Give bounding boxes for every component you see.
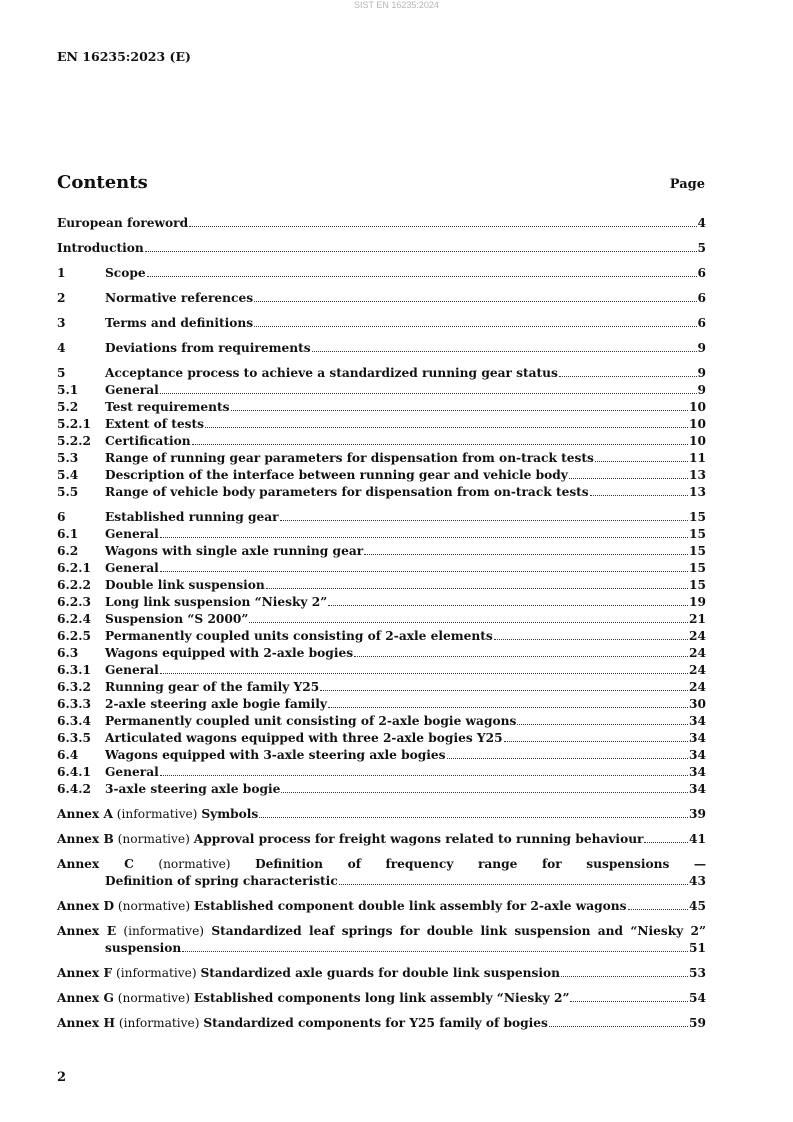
toc-title: Extent of tests [105, 417, 205, 431]
toc-title: Suspension “S 2000” [105, 612, 249, 626]
toc-entry[interactable] [57, 416, 706, 433]
annex-label: Annex D [57, 899, 115, 913]
dot-leader [189, 226, 696, 227]
annex-title: Established component double link assembly for 2-axle wagons [194, 899, 627, 913]
watermark: SIST EN 16235:2024 [354, 0, 439, 10]
annex-title: Standardized axle guards for double link suspension [200, 966, 560, 980]
toc-entry[interactable] [57, 730, 706, 747]
toc-page: 9 [697, 383, 706, 397]
annex-title-word: double [426, 924, 474, 938]
toc-page: 10 [689, 400, 706, 414]
annex-kind: (normative) [158, 857, 231, 871]
toc-title: Terms and definitions [105, 316, 254, 330]
annex-title-word: leaf [308, 924, 335, 938]
dot-leader [160, 571, 688, 572]
annex-label: Annex E [57, 924, 117, 938]
dot-leader [259, 817, 688, 818]
annex-label: Annex C [57, 857, 134, 871]
toc-number: 6.1 [57, 527, 79, 541]
dot-leader [328, 605, 688, 606]
toc-entry[interactable] [57, 526, 706, 543]
annex-title-word: link [480, 924, 508, 938]
toc-page: 34 [689, 765, 706, 779]
toc-number: 6.4.2 [57, 782, 91, 796]
toc-title: Running gear of the family Y25 [105, 680, 320, 694]
dot-leader [517, 724, 688, 725]
toc-number: 6.2.1 [57, 561, 91, 575]
toc-page: 21 [689, 612, 706, 626]
toc-page: 5 [697, 241, 706, 255]
toc-title: European foreword [57, 216, 189, 230]
dot-leader [147, 276, 697, 277]
toc-page: 4 [697, 216, 706, 230]
toc-entry-annex-b[interactable] [57, 831, 706, 848]
toc-entry[interactable] [57, 290, 706, 307]
toc-number: 6.2 [57, 544, 79, 558]
toc-title: Wagons equipped with 3-axle steering axle bogies [105, 748, 446, 762]
dot-leader [231, 410, 689, 411]
annex-title-word: and [597, 924, 624, 938]
toc-page: 9 [697, 341, 706, 355]
dot-leader [160, 775, 688, 776]
toc-title: Range of running gear parameters for dispensation from on-track tests [105, 451, 594, 465]
toc-title: 2-axle steering axle bogie family [105, 697, 327, 711]
toc-number: 6.3.3 [57, 697, 91, 711]
toc-title: Wagons with single axle running gear [105, 544, 364, 558]
toc-entry-annex-a[interactable] [57, 806, 706, 823]
dot-leader [266, 588, 688, 589]
toc-number: 6.3.1 [57, 663, 91, 677]
toc-page: 24 [689, 646, 706, 660]
toc-number: 3 [57, 316, 66, 330]
toc-number: 6.2.2 [57, 578, 91, 592]
toc-number: 5.2.1 [57, 417, 91, 431]
toc-entry[interactable] [57, 467, 706, 484]
toc-number: 6 [57, 510, 66, 524]
toc-entry[interactable] [57, 509, 706, 526]
annex-kind: (informative) [123, 924, 205, 938]
annex-label: Annex F [57, 966, 113, 980]
toc-title: Permanently coupled units consisting of 2-axle elements [105, 629, 493, 643]
contents-title: Contents [57, 172, 148, 193]
toc-page: 11 [689, 451, 706, 465]
annex-kind: (informative) [116, 807, 198, 821]
dot-leader [160, 393, 697, 394]
toc-entry-annex-d[interactable] [57, 898, 706, 915]
dot-leader [280, 520, 688, 521]
toc-number: 6.2.3 [57, 595, 91, 609]
toc-entry[interactable] [57, 679, 706, 696]
dot-leader [312, 351, 697, 352]
toc-title: General [105, 383, 159, 397]
toc-number: 6.3.5 [57, 731, 91, 745]
annex-e-continuation [57, 940, 706, 957]
toc-group-section-6 [57, 509, 706, 798]
toc-page: 34 [689, 748, 706, 762]
toc-title: Scope [105, 266, 146, 280]
toc-page: 6 [697, 266, 706, 280]
toc-title: Description of the interface between running gear and vehicle body [105, 468, 568, 482]
table-of-contents [57, 215, 706, 1032]
toc-title: General [105, 663, 159, 677]
annex-title-continuation: suspension [105, 941, 182, 955]
toc-page: 19 [689, 595, 706, 609]
dot-leader [644, 842, 688, 843]
annex-kind: (normative) [117, 991, 190, 1005]
dot-leader [559, 376, 697, 377]
toc-title: 3-axle steering axle bogie [105, 782, 281, 796]
toc-number: 1 [57, 266, 66, 280]
annex-title-continuation: Definition of spring characteristic [105, 874, 338, 888]
dot-leader [595, 461, 688, 462]
dot-leader [628, 909, 689, 910]
toc-page: 10 [689, 417, 706, 431]
toc-number: 6.2.5 [57, 629, 91, 643]
annex-title-word: suspensions [586, 857, 670, 871]
toc-title: Wagons equipped with 2-axle bogies [105, 646, 354, 660]
toc-group-section-5 [57, 365, 706, 501]
annex-title: Established components long link assembly “Niesky 2” [193, 991, 570, 1005]
dot-leader [364, 554, 688, 555]
annex-title-word: range [477, 857, 518, 871]
toc-page: 9 [697, 366, 706, 380]
annex-label: Annex A [57, 807, 113, 821]
toc-page: 43 [689, 874, 706, 888]
annex-title-word: of [347, 857, 361, 871]
toc-title: Established running gear [105, 510, 279, 524]
annex-e-first-line [57, 923, 706, 940]
toc-group-clauses [57, 265, 706, 357]
toc-title: Double link suspension [105, 578, 265, 592]
toc-entry[interactable] [57, 543, 706, 560]
toc-title: Range of vehicle body parameters for dispensation from on-track tests [105, 485, 589, 499]
document-id: EN 16235:2023 (E) [57, 49, 191, 64]
toc-entry-annex-c[interactable] [57, 856, 706, 890]
dot-leader [590, 495, 688, 496]
toc-entry[interactable] [57, 747, 706, 764]
toc-title: Acceptance process to achieve a standardized running gear status [105, 366, 558, 380]
toc-title: Test requirements [105, 400, 230, 414]
toc-entry[interactable] [57, 781, 706, 798]
toc-number: 6.2.4 [57, 612, 91, 626]
toc-page: 6 [697, 291, 706, 305]
toc-entry[interactable] [57, 240, 706, 257]
page-column-label: Page [669, 177, 705, 192]
toc-page: 15 [689, 578, 706, 592]
toc-page: 13 [689, 485, 706, 499]
toc-page: 6 [697, 316, 706, 330]
dot-leader [182, 951, 688, 952]
toc-entry[interactable] [57, 611, 706, 628]
toc-number: 5.5 [57, 485, 79, 499]
toc-page: 51 [689, 941, 706, 955]
toc-group-front [57, 215, 706, 257]
toc-page: 53 [689, 966, 706, 980]
toc-number: 4 [57, 341, 66, 355]
toc-entry[interactable] [57, 713, 706, 730]
toc-title: Long link suspension “Niesky 2” [105, 595, 328, 609]
toc-page: 15 [689, 510, 706, 524]
annex-title: Approval process for freight wagons related to running behaviour [193, 832, 644, 846]
toc-number: 5 [57, 366, 66, 380]
toc-page: 34 [689, 782, 706, 796]
annex-title-word: Definition [255, 857, 324, 871]
toc-entry[interactable] [57, 764, 706, 781]
dot-leader [192, 444, 688, 445]
toc-page: 34 [689, 731, 706, 745]
dot-leader [281, 792, 688, 793]
toc-entry-annex-f[interactable] [57, 965, 706, 982]
dot-leader [160, 673, 688, 674]
annex-title-word: for [399, 924, 420, 938]
toc-entry[interactable] [57, 696, 706, 713]
dot-leader [145, 251, 697, 252]
toc-title: Introduction [57, 241, 144, 255]
toc-entry[interactable] [57, 340, 706, 357]
toc-page: 59 [689, 1016, 706, 1030]
toc-title: General [105, 561, 159, 575]
toc-page: 39 [689, 807, 706, 821]
dot-leader [249, 622, 688, 623]
dot-leader [447, 758, 688, 759]
dot-leader [320, 690, 688, 691]
dot-leader [549, 1026, 688, 1027]
toc-entry-annex-g[interactable] [57, 990, 706, 1007]
toc-number: 6.3.4 [57, 714, 91, 728]
dot-leader [570, 1001, 688, 1002]
toc-number: 5.2 [57, 400, 79, 414]
annex-title: Standardized components for Y25 family of bogies [203, 1016, 548, 1030]
annex-c-continuation [57, 873, 706, 890]
toc-entry[interactable] [57, 382, 706, 399]
toc-number: 5.1 [57, 383, 79, 397]
dot-leader [339, 884, 688, 885]
toc-entry[interactable] [57, 594, 706, 611]
annex-label: Annex B [57, 832, 114, 846]
toc-entry[interactable] [57, 215, 706, 232]
toc-entry[interactable] [57, 315, 706, 332]
toc-title: General [105, 765, 159, 779]
toc-number: 5.2.2 [57, 434, 91, 448]
toc-entry[interactable] [57, 560, 706, 577]
annex-title-word: for [541, 857, 562, 871]
toc-page: 13 [689, 468, 706, 482]
toc-page: 41 [689, 832, 706, 846]
toc-entry[interactable] [57, 645, 706, 662]
toc-entry[interactable] [57, 577, 706, 594]
annex-c-first-line [57, 856, 706, 873]
toc-entry[interactable] [57, 399, 706, 416]
toc-number: 2 [57, 291, 66, 305]
toc-title: General [105, 527, 159, 541]
toc-page: 24 [689, 663, 706, 677]
annex-title-word: 2” [690, 924, 707, 938]
toc-title: Deviations from requirements [105, 341, 311, 355]
toc-number: 5.4 [57, 468, 79, 482]
dot-leader [160, 537, 688, 538]
toc-entry[interactable] [57, 628, 706, 645]
page-number: 2 [57, 1070, 67, 1085]
toc-page: 15 [689, 561, 706, 575]
dot-leader [354, 656, 688, 657]
annex-kind: (normative) [117, 899, 191, 913]
toc-number: 5.3 [57, 451, 79, 465]
annex-label: Annex H [57, 1016, 115, 1030]
dot-leader [205, 427, 688, 428]
toc-page: 54 [689, 991, 706, 1005]
annex-title-word: frequency [385, 857, 454, 871]
toc-entry[interactable] [57, 433, 706, 450]
dot-leader [494, 639, 688, 640]
toc-entry-annex-e[interactable] [57, 923, 706, 957]
toc-page: 10 [689, 434, 706, 448]
toc-page: 15 [689, 544, 706, 558]
toc-page: 34 [689, 714, 706, 728]
dot-leader [504, 741, 688, 742]
toc-number: 6.4 [57, 748, 79, 762]
toc-number: 6.3.2 [57, 680, 91, 694]
toc-entry[interactable] [57, 450, 706, 467]
annex-kind: (normative) [117, 832, 190, 846]
dot-leader [569, 478, 688, 479]
annex-title-word: suspension [514, 924, 591, 938]
dot-leader [254, 301, 696, 302]
toc-title: Articulated wagons equipped with three 2-axle bogies Y25 [105, 731, 503, 745]
toc-page: 45 [689, 899, 706, 913]
toc-entry[interactable] [57, 662, 706, 679]
dot-leader [254, 326, 696, 327]
toc-number: 6.3 [57, 646, 79, 660]
toc-entry[interactable] [57, 265, 706, 282]
annex-kind: (informative) [118, 1016, 200, 1030]
annex-label: Annex G [57, 991, 114, 1005]
annex-title-word: Standardized [211, 924, 302, 938]
toc-page: 30 [689, 697, 706, 711]
toc-page: 15 [689, 527, 706, 541]
annex-title-word: “Niesky [630, 924, 684, 938]
toc-title: Normative references [105, 291, 254, 305]
dot-leader [561, 976, 688, 977]
toc-title: Certification [105, 434, 191, 448]
annex-title-word: springs [341, 924, 393, 938]
toc-number: 6.4.1 [57, 765, 91, 779]
toc-title: Permanently coupled unit consisting of 2-axle bogie wagons [105, 714, 517, 728]
annex-kind: (informative) [115, 966, 197, 980]
toc-entry-annex-h[interactable] [57, 1015, 706, 1032]
toc-entry[interactable] [57, 365, 706, 382]
dot-leader [328, 707, 688, 708]
annex-title-word: — [693, 857, 707, 871]
toc-page: 24 [689, 629, 706, 643]
toc-entry[interactable] [57, 484, 706, 501]
annex-title: Symbols [201, 807, 259, 821]
toc-page: 24 [689, 680, 706, 694]
